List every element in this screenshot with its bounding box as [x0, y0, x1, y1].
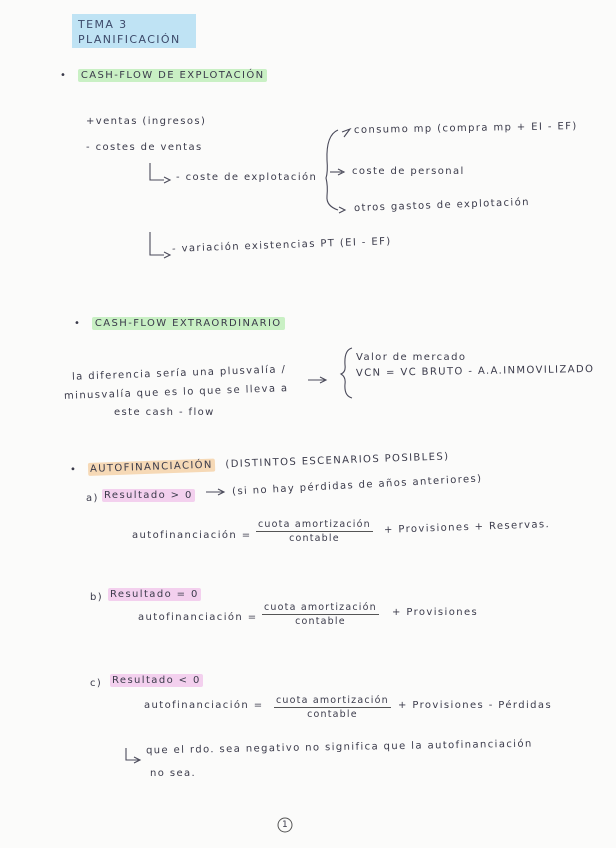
personal-line: coste de personal	[352, 166, 465, 177]
case-a-condition: Resultado > 0	[104, 490, 193, 501]
diferencia-line-1: la diferencia sería una plusvalía /	[71, 364, 287, 383]
case-c-lhs: autofinanciación =	[144, 700, 264, 711]
title-block	[72, 14, 196, 48]
case-b-label: b)	[90, 592, 104, 603]
case-c-rest: + Provisiones - Pérdidas	[398, 700, 553, 711]
variacion-line: - variación existencias PT (EI - EF)	[171, 236, 392, 255]
negative-result-note-1: que el rdo. sea negativo no significa que la autofinanciación	[145, 738, 533, 757]
page-title: PLANIFICACIÓN	[78, 33, 181, 46]
otros-line: otros gastos de explotación	[353, 196, 531, 215]
section-heading-cashflow-extraordinario: • CASH-FLOW EXTRAORDINARIO	[74, 318, 285, 330]
section-heading-cashflow-explotacion: • CASH-FLOW DE EXPLOTACIÓN	[60, 70, 267, 82]
case-c-condition: Resultado < 0	[112, 675, 201, 686]
ventas-line: +ventas (ingresos)	[86, 116, 207, 127]
case-b-fraction: cuota amortización contable	[264, 602, 377, 627]
case-b-condition: Resultado = 0	[110, 589, 199, 600]
case-c-label: c)	[90, 678, 103, 689]
tema-label: TEMA 3	[78, 18, 128, 31]
diferencia-line-3: este cash - flow	[114, 407, 215, 418]
case-a-label: a)	[86, 493, 99, 504]
case-c-fraction: cuota amortización contable	[276, 695, 389, 720]
case-a-rest: + Provisiones + Reservas.	[383, 519, 551, 536]
case-b-rest: + Provisiones	[392, 607, 479, 618]
case-a-lhs: autofinanciación =	[132, 530, 252, 541]
case-b-lhs: autofinanciación =	[138, 612, 258, 623]
consumo-line: consumo mp (compra mp + EI - EF)	[353, 121, 578, 136]
diferencia-line-2: minusvalía que es lo que se lleva a	[63, 383, 289, 402]
vcn-line: VCN = VC BRUTO - A.A.INMOVILIZADO	[355, 363, 595, 380]
case-a-fraction: cuota amortización contable	[258, 519, 371, 544]
autofinanciacion-note: (DISTINTOS ESCENARIOS POSIBLES)	[225, 451, 450, 471]
valor-mercado-line: Valor de mercado	[356, 352, 467, 363]
page-number: 1	[282, 820, 288, 830]
coste-explotacion-line: - coste de explotación	[176, 172, 318, 183]
section-heading-autofinanciacion: • AUTOFINANCIACIÓN (DISTINTOS ESCENARIOS POSIBLES)	[70, 451, 450, 476]
costes-line: - costes de ventas	[86, 142, 203, 153]
negative-result-note-2: no sea.	[150, 768, 197, 779]
case-a-note: (si no hay pérdidas de años anteriores)	[231, 473, 483, 498]
